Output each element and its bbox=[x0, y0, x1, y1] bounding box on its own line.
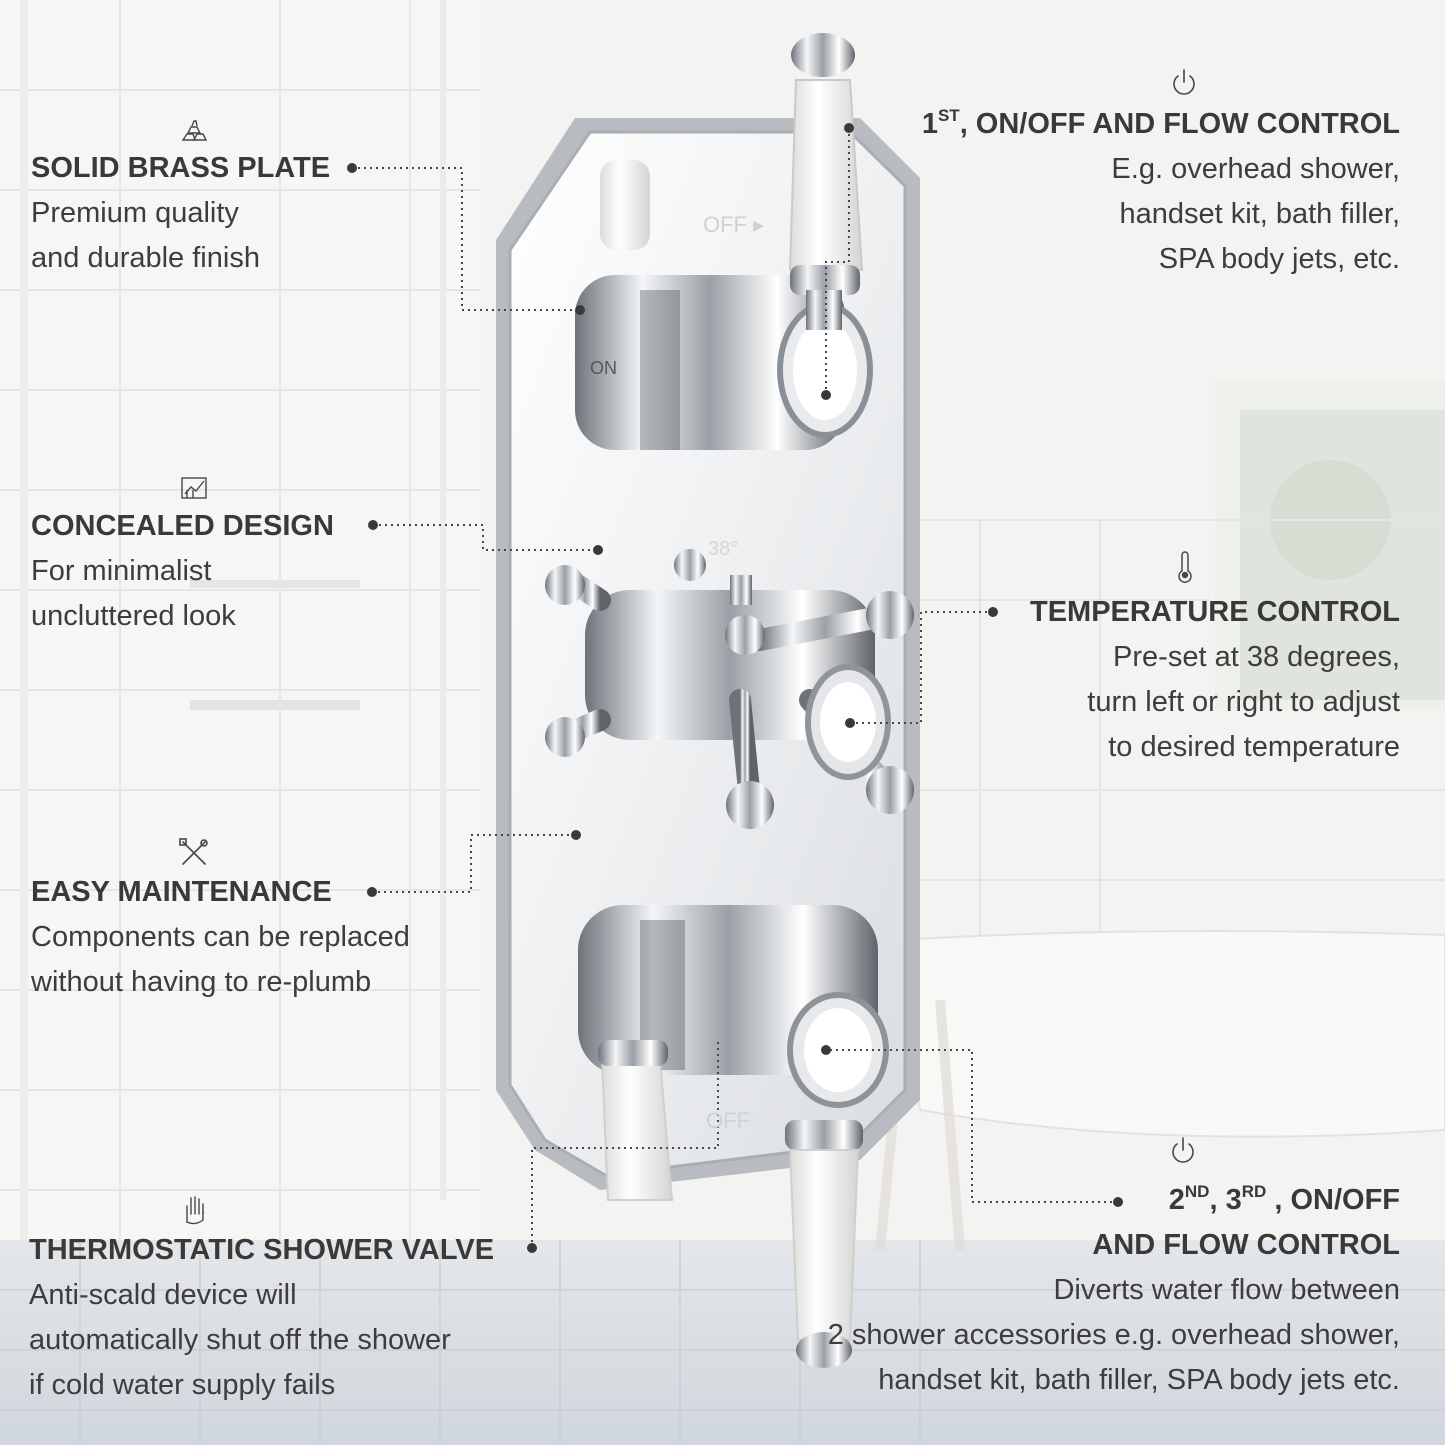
valve-off-bottom-marking: OFF bbox=[706, 1108, 750, 1133]
feature-line: if cold water supply fails bbox=[29, 1369, 336, 1401]
feature-line: Diverts water flow between bbox=[1053, 1274, 1400, 1306]
feature-line: Components can be replaced bbox=[31, 921, 410, 953]
hand-icon bbox=[177, 1192, 211, 1226]
feature-solid-brass-plate bbox=[31, 112, 330, 281]
valve-on-marking: ON bbox=[590, 358, 617, 378]
feature-line: handset kit, bath filler, bbox=[1119, 198, 1400, 230]
valve-temperature-marking: 38° bbox=[708, 538, 739, 560]
feature-line: to desired temperature bbox=[1108, 731, 1400, 763]
feature-line: E.g. overhead shower, bbox=[1111, 153, 1400, 185]
tools-icon bbox=[177, 836, 211, 870]
house-chart-icon bbox=[177, 470, 211, 504]
feature-title: SOLID BRASS PLATE bbox=[31, 152, 331, 184]
feature-line: handset kit, bath filler, SPA body jets etc. bbox=[878, 1364, 1400, 1396]
feature-title: EASY MAINTENANCE bbox=[31, 876, 332, 908]
valve-off-top-marking: OFF ▸ bbox=[703, 212, 765, 237]
gold-bars-icon bbox=[177, 112, 211, 146]
feature-first-flow-control bbox=[840, 66, 1400, 282]
power-icon bbox=[1166, 1134, 1200, 1168]
feature-line: Premium quality bbox=[31, 197, 239, 229]
power-icon bbox=[1167, 66, 1201, 100]
feature-line: Pre-set at 38 degrees, bbox=[1113, 641, 1400, 673]
feature-title: 1ST, ON/OFF AND FLOW CONTROL bbox=[921, 106, 1400, 140]
feature-easy-maintenance bbox=[31, 836, 410, 1005]
feature-title-line2: AND FLOW CONTROL bbox=[1092, 1229, 1400, 1261]
feature-line: automatically shut off the shower bbox=[29, 1324, 451, 1356]
feature-line: 2 shower accessories e.g. overhead shower, bbox=[827, 1319, 1400, 1351]
feature-line: Anti-scald device will bbox=[29, 1279, 297, 1311]
feature-thermostatic-shower-valve bbox=[29, 1192, 494, 1408]
feature-title: CONCEALED DESIGN bbox=[31, 510, 334, 542]
feature-title: THERMOSTATIC SHOWER VALVE bbox=[29, 1234, 495, 1266]
feature-line: without having to re-plumb bbox=[31, 966, 372, 998]
feature-second-third-flow-control bbox=[700, 1134, 1400, 1403]
feature-title: 2ND, 3RD , ON/OFF bbox=[1168, 1182, 1400, 1216]
feature-line: For minimalist bbox=[31, 555, 212, 587]
feature-line: and durable finish bbox=[31, 242, 260, 274]
feature-concealed-design bbox=[31, 470, 334, 639]
feature-line: SPA body jets, etc. bbox=[1158, 243, 1400, 275]
thermometer-icon bbox=[1168, 550, 1202, 584]
feature-line: turn left or right to adjust bbox=[1087, 686, 1400, 718]
feature-temperature-control bbox=[980, 550, 1400, 770]
feature-title: TEMPERATURE CONTROL bbox=[1029, 596, 1400, 628]
feature-line: uncluttered look bbox=[31, 600, 236, 632]
